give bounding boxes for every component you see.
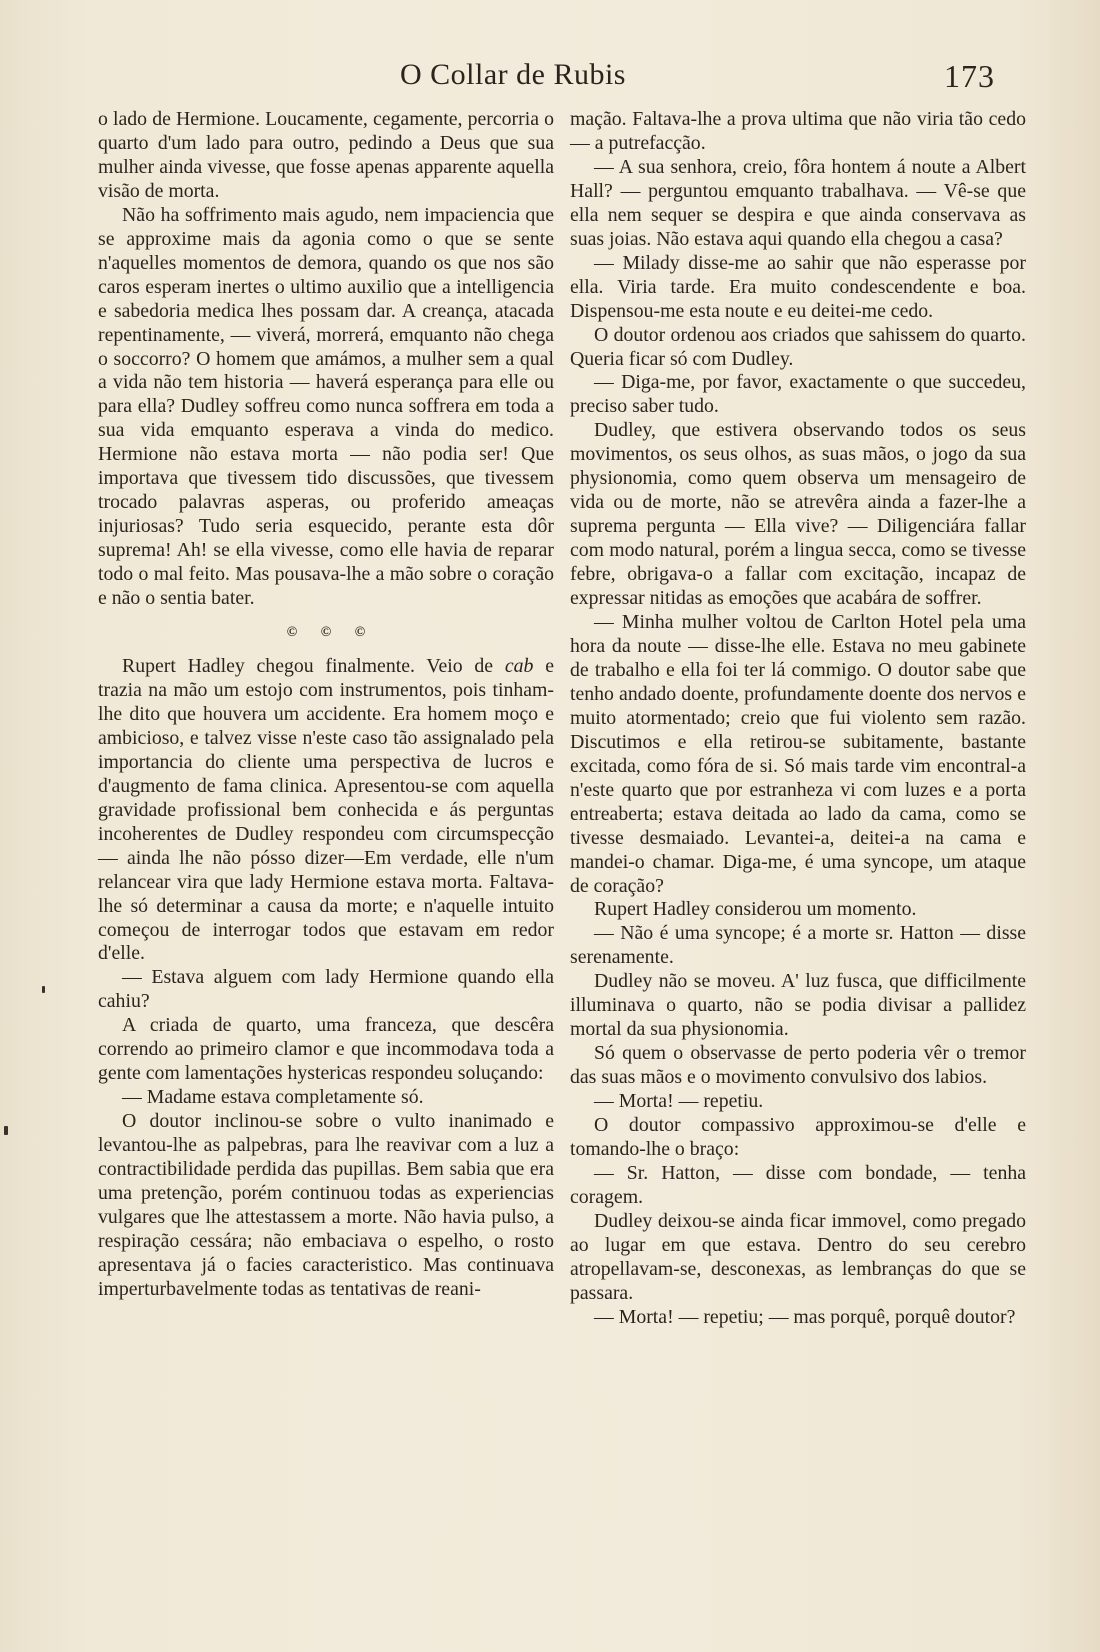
paragraph: Dudley não se moveu. A' luz fusca, que difficilmente illuminava o quarto, não se podia divisar a pallidez mortal da sua physionomia. — [570, 970, 1026, 1041]
left-column — [98, 108, 554, 1302]
paragraph: Dudley, que estivera observando todos os seus movimentos, os seus olhos, as suas mãos, o jogo da sua physionomia, como quem observa um mensageiro de vida ou de morte, não se atrevêra ainda a fazer-lhe a suprema pergunta — Ella vive? — Diligenciára fallar com modo natural, porém a lingua secca, como se tivesse febre, obrigava-o a fallar com excitação, incapaz de expressar nitidas as emoções que acabára de soffrer. — [570, 419, 1026, 610]
paragraph: O doutor ordenou aos criados que sahissem do quarto. Queria ficar só com Dudley. — [570, 323, 1026, 370]
paragraph: O doutor inclinou-se sobre o vulto inanimado e levantou-lhe as palpebras, para lhe reavivar com a luz a contractibilidade perdida das pupillas. Bem sabia que era uma pretenção, porém continuou todas as experiencias vulgares que lhe attestassem a morte. Não havia pulso, a respiração cessára; não embaciava o espelho, o rosto apresentava já o facies caracteristico. Mas continuava imperturbavelmente todas as tentativas de reani- — [98, 1110, 554, 1300]
dialogue-paragraph: — Morta! — repetiu; — mas porquê, porquê doutor? — [594, 1305, 1016, 1328]
print-speck — [4, 1126, 8, 1135]
paragraph: Dudley deixou-se ainda ficar immovel, como pregado ao lugar em que estava. Dentro do seu cerebro atropellavam-se, desconexas, as lembranças do que se passara. — [570, 1209, 1026, 1304]
paragraph — [98, 655, 554, 966]
separator-glyphs: © © © — [286, 625, 376, 641]
paragraph: A criada de quarto, uma franceza, que descêra correndo ao primeiro clamor e que incommodava toda a gente com lamentações hystericas respondeu soluçando: — [98, 1014, 554, 1085]
dialogue-paragraph: — Não é uma syncope; é a morte sr. Hatton — disse serenamente. — [570, 922, 1026, 969]
dialogue-paragraph: — Madame estava completamente só. — [122, 1086, 424, 1109]
dialogue-paragraph: — Morta! — repetiu. — [594, 1090, 764, 1113]
paragraph: Rupert Hadley considerou um momento. — [594, 898, 917, 921]
dialogue-paragraph: — Milady disse-me ao sahir que não esperasse por ella. Viria tarde. Era muito condescendente e boa. Dispensou-me esta noute e eu deitei-me cedo. — [570, 251, 1026, 322]
print-speck — [42, 986, 45, 993]
section-separator — [98, 621, 554, 645]
dialogue-paragraph: — Minha mulher voltou de Carlton Hotel pela uma hora da noute — disse-lhe elle. Estava no meu gabinete de trabalho e ella foi ter lá commigo. O doutor sabe que tenho andado doente, profundamente doente dos nervos e muito atormentado; creio que fui violento sem razão. Discutimos e ella retirou-se subitamente, bastante excitada, como fóra de si. Só mais tarde vim encontral-a n'este quarto que por estranheza vi com luzes e a porta entreaberta; estava deitada ao lado da cama, como se tivesse desmaiado. Levantei-a, deitei-a na cama e mandei-o chamar. Diga-me, é uma syncope, um ataque de coração? — [570, 611, 1026, 897]
dialogue-paragraph: — Estava alguem com lady Hermione quando ella cahiu? — [98, 966, 554, 1013]
text-run: e trazia na mão um estojo com instrumentos, pois tinham-lhe dito que houvera um accidente. Era homem moço e ambicioso, e talvez visse n'este caso tão assignalado pela importancia do cliente uma perspectiva de lucros e d'augmento de fama clinica. Apresentou-se com aquella gravidade profissional bem conhecida e ás perguntas incoherentes de Dudley respondeu com circumspecção — ainda lhe não pósso dizer—Em verdade, elle n'um relancear vira que lady Hermione estava morta. Faltava-lhe só determinar a causa da morte; e n'aquelle intuito começou de interrogar todos que estavam em redor d'elle. — [98, 655, 554, 965]
dialogue-paragraph: — A sua senhora, creio, fôra hontem á noute a Albert Hall? — perguntou emquanto trabalhava. — Vê-se que ella nem sequer se despira e que ainda conservava as suas joias. Não estava aqui quando ella chegou a casa? — [570, 155, 1026, 250]
page-number: 173 — [944, 58, 995, 94]
paragraph: Não ha soffrimento mais agudo, nem impaciencia que se approxime mais da agonia como o que se sente n'aquelles momentos de demora, quando os que nos são caros esperam inertes o ultimo auxilio que a intelligencia e sabedoria medica lhes possam dar. A creança, atacada repentinamente, — viverá, morrerá, emquanto não chega o soccorro? O homem que amámos, a mulher sem a qual a vida não tem historia — haverá esperança para elle ou para ella? Dudley soffreu como nunca soffrera em toda a sua vida emquanto esperava a vinda do medico. Hermione não estava morta — não podia ser! Que importava que tivessem tido discussões, que tivessem trocado palavras asperas, ou proferido ameaças injuriosas? Tudo seria esquecido, perante esta dôr suprema! Ah! se ella vivesse, como elle havia de reparar todo o mal feito. Mas pousava-lhe a mão sobre o coração e não o sentia bater. — [98, 203, 554, 610]
right-column — [570, 108, 1026, 1330]
text-run: Rupert Hadley chegou finalmente. Veio de — [122, 655, 505, 678]
running-title: O Collar de Rubis — [400, 58, 626, 91]
paragraph: O doutor compassivo approximou-se d'elle e tomando-lhe o braço: — [570, 1114, 1026, 1160]
paragraph: mação. Faltava-lhe a prova ultima que não viria tão cedo — a putrefacção. — [570, 108, 1026, 154]
paragraph: Só quem o observasse de perto poderia vêr o tremor das suas mãos e o movimento convulsivo dos labios. — [570, 1042, 1026, 1089]
italic-word: cab — [504, 655, 534, 678]
dialogue-paragraph: — Sr. Hatton, — disse com bondade, — tenha coragem. — [570, 1161, 1026, 1208]
paragraph: o lado de Hermione. Loucamente, cegamente, percorria o quarto d'um lado para outro, pedindo a Deus que sua mulher ainda vivesse, que fosse apenas apparente aquella visão de morta. — [98, 108, 554, 202]
dialogue-paragraph: — Diga-me, por favor, exactamente o que succedeu, preciso saber tudo. — [570, 371, 1026, 418]
